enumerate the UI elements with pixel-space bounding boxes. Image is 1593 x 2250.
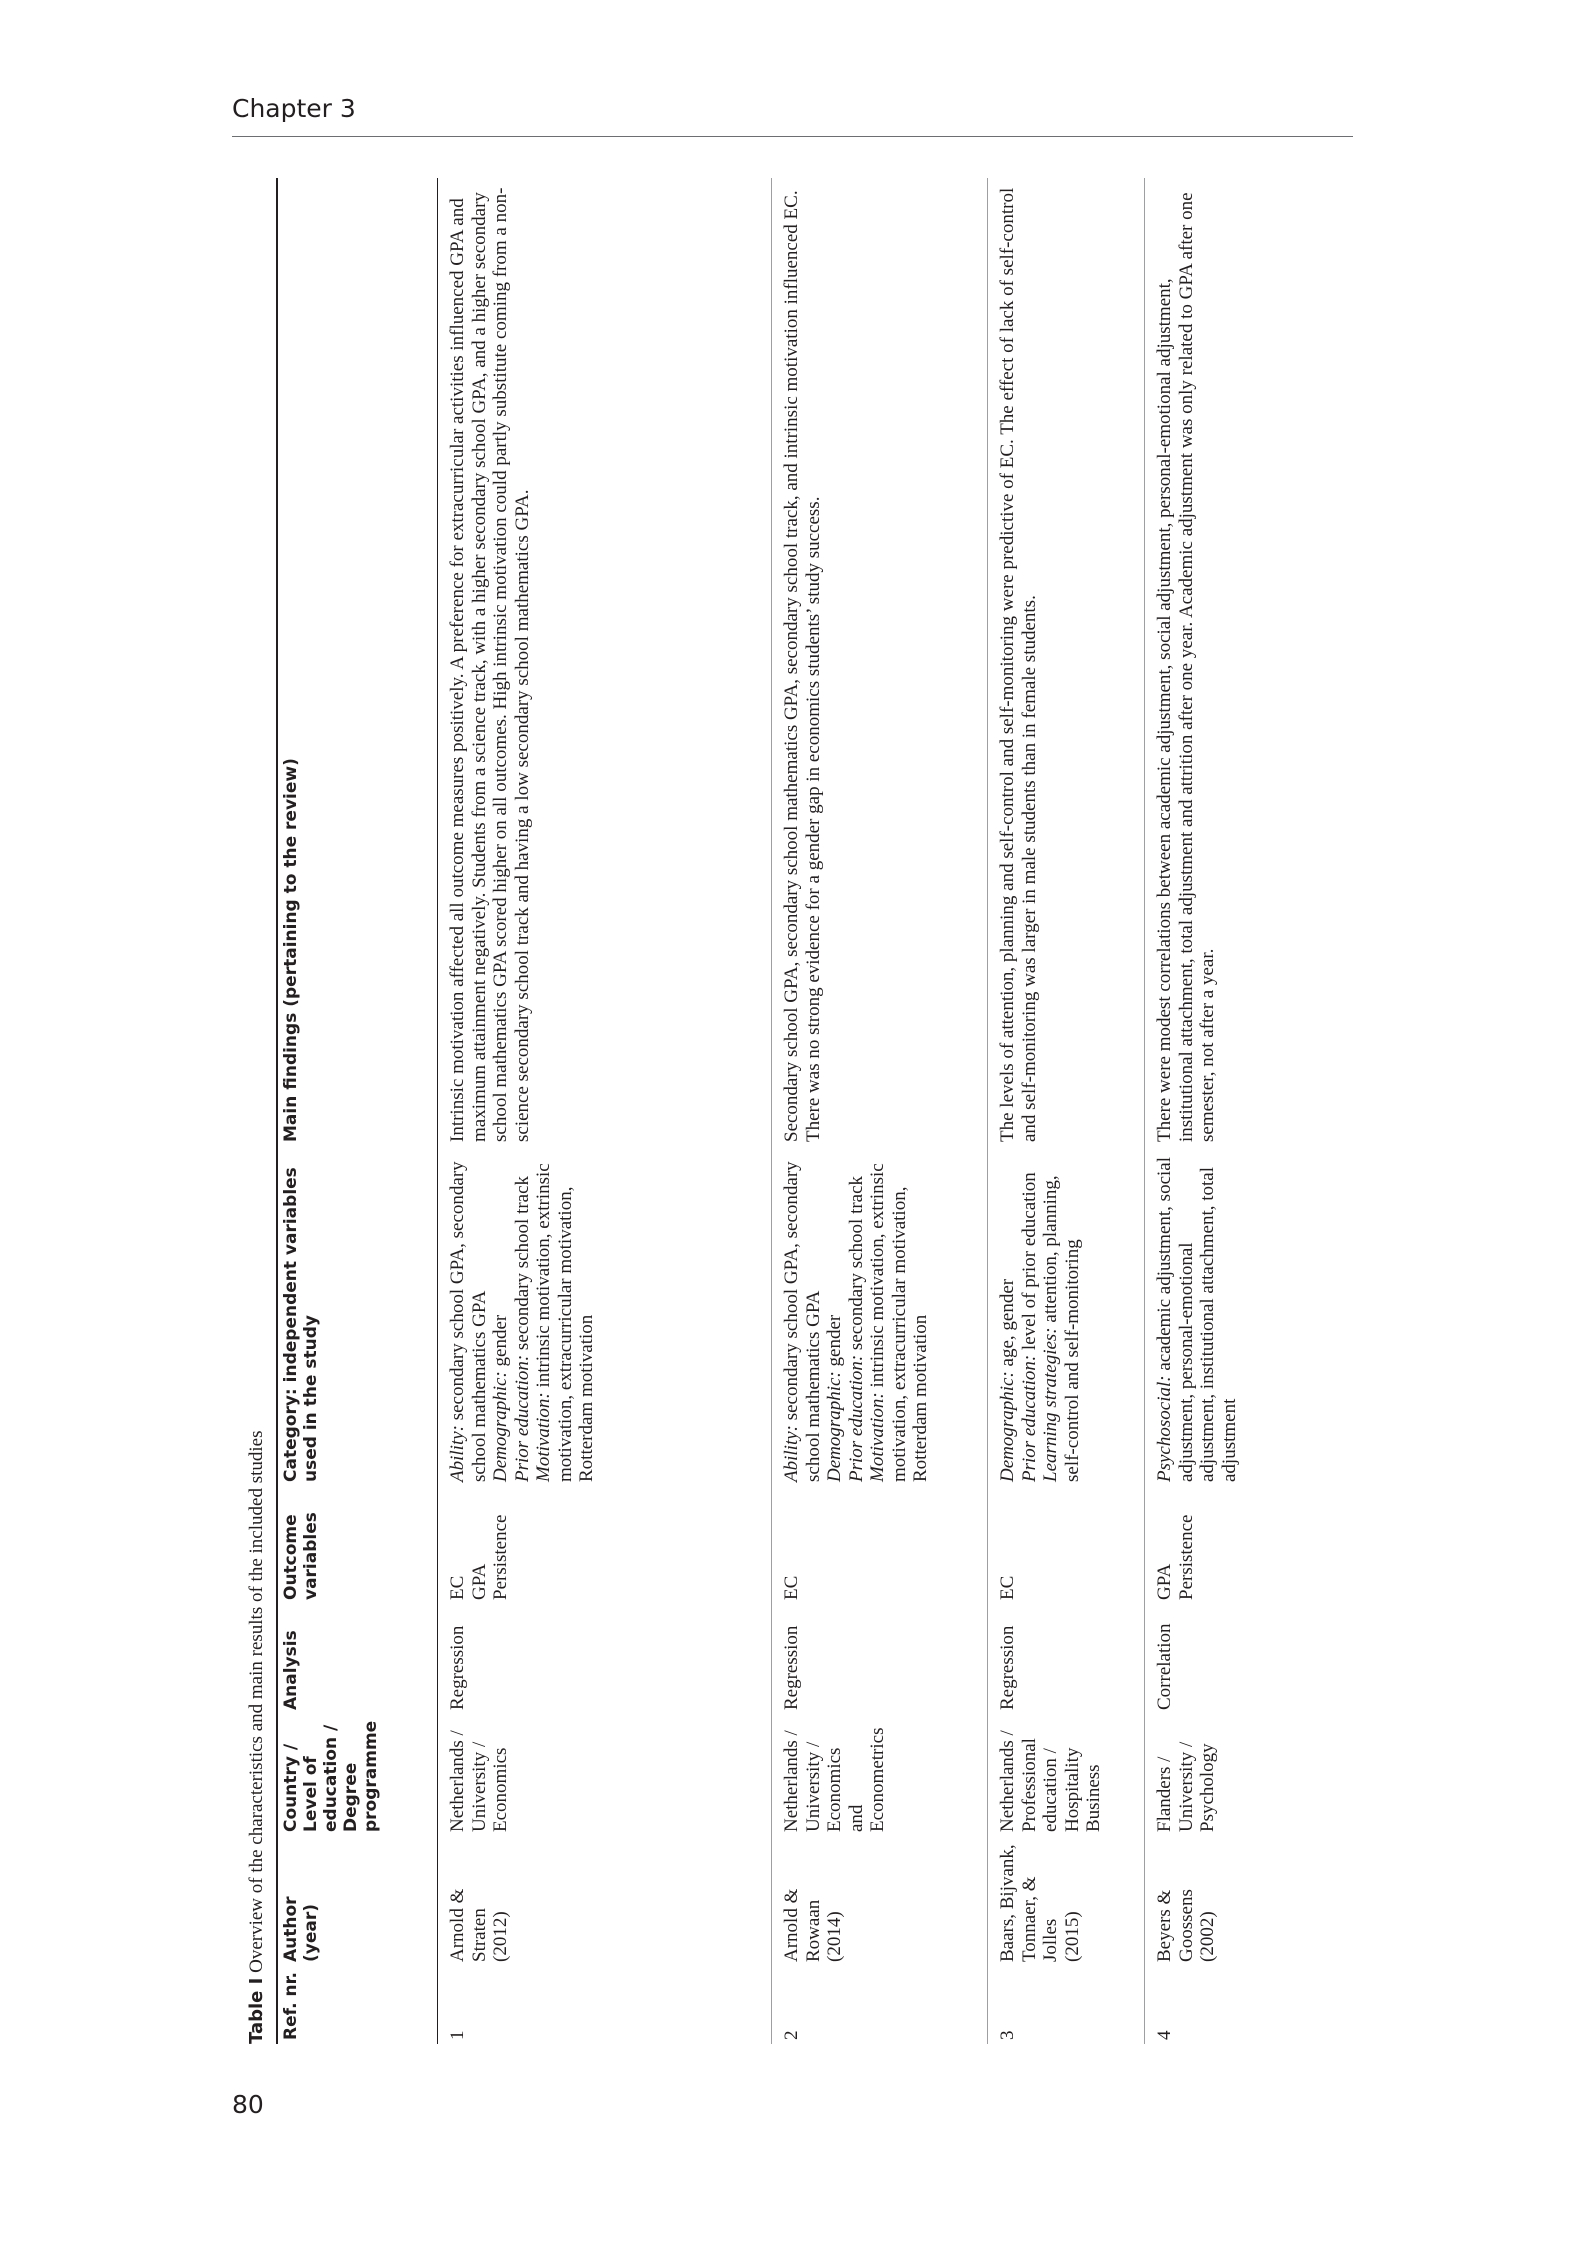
cell-findings: There were modest correlations between academic adjustment, social adjustment, personal-emotional adjustment, institutional attachment, total adjustment and attrition after one year. Academic adjustment was only related to GPA after one semester, not after a year. <box>1154 192 1218 1142</box>
author-names: Arnold & Straten <box>447 1888 490 1962</box>
category-entry <box>1040 1152 1083 1482</box>
cell-country: Flanders / University / Psychology <box>1154 1741 1218 1832</box>
table-row <box>988 178 1145 2044</box>
author-year: (2014) <box>824 1911 845 1962</box>
outcome-item: Persistence <box>1175 1514 1197 1600</box>
page-number: 80 <box>232 2090 264 2119</box>
cell-country: Netherlands / University / Economics and Econometrics <box>772 1714 988 1836</box>
header-analysis: Analysis <box>277 1604 438 1714</box>
category-text: gender <box>824 1314 845 1372</box>
cell-category <box>772 1146 988 1486</box>
cell-author <box>1145 1836 1298 1966</box>
category-label: Prior education: <box>1018 1354 1040 1482</box>
category-text: academic adjustment, social adjustment, personal-emotional adjustment, institutional attachment, total adjustment <box>1154 1157 1240 1482</box>
category-text: intrinsic motivation, extrinsic motivation, extracurricular motivation, Rotterdam motivation <box>867 1163 931 1482</box>
table-caption <box>242 178 276 2044</box>
category-entry <box>846 1152 868 1482</box>
cell-outcome <box>438 1486 772 1604</box>
cell-analysis: Correlation <box>1154 1623 1175 1710</box>
category-label: Motivation: <box>867 1392 888 1482</box>
category-label: Learning strategies: <box>1040 1327 1061 1482</box>
category-label: Demographic: <box>824 1371 845 1482</box>
category-label: Demographic: <box>997 1371 1018 1482</box>
category-entry <box>824 1152 846 1482</box>
category-text: level of prior education <box>1018 1172 1040 1355</box>
caption-text: Overview of the characteristics and main results of the included studies <box>246 1430 267 1978</box>
category-entry <box>533 1152 598 1482</box>
caption-label: Table I <box>246 1977 267 2044</box>
table-row <box>438 178 772 2044</box>
cell-outcome <box>1145 1486 1298 1604</box>
category-label: Prior education: <box>511 1354 533 1482</box>
category-text: secondary school GPA, secondary school mathematics GPA <box>781 1161 824 1482</box>
author-names: Baars, Bijvank, Tonnaer, & Jolles <box>997 1844 1061 1962</box>
category-text: age, gender <box>997 1278 1018 1372</box>
cell-findings: Secondary school GPA, secondary school mathematics GPA, secondary school track, and intrinsic motivation influenced EC. There was no strong evidence for a gender gap in economics students’ study success. <box>772 178 988 1146</box>
category-label: Motivation: <box>533 1392 554 1482</box>
cell-country: Netherlands / University / Economics <box>438 1714 772 1836</box>
author-year: (2015) <box>1061 1911 1083 1962</box>
category-label: Demographic: <box>490 1371 511 1482</box>
table-row <box>1145 178 1298 2044</box>
category-label: Ability: <box>447 1425 468 1482</box>
author-year: (2012) <box>490 1911 511 1962</box>
category-entry <box>512 1152 534 1482</box>
category-label: Psychosocial: <box>1154 1375 1175 1482</box>
header-ref: Ref. nr. <box>277 1966 438 2044</box>
outcome-item: EC <box>447 1575 468 1600</box>
header-country: Country / Level of education / Degree programme <box>277 1714 438 1836</box>
studies-table <box>276 178 1297 2044</box>
header-findings: Main findings (pertaining to the review) <box>277 178 438 1146</box>
cell-author <box>438 1836 772 1966</box>
cell-analysis: Regression <box>988 1604 1145 1714</box>
table-row <box>772 178 988 2044</box>
header-rule <box>232 136 1353 137</box>
category-text: attention, planning, self-control and self-monitoring <box>1040 1175 1083 1482</box>
category-text: secondary school GPA, secondary school mathematics GPA <box>447 1161 490 1482</box>
cell-outcome <box>772 1486 988 1604</box>
outcome-item: EC <box>781 1575 802 1600</box>
category-entry <box>1019 1152 1041 1482</box>
author-year: (2002) <box>1197 1911 1218 1962</box>
outcome-item: EC <box>997 1575 1018 1600</box>
cell-country: Netherlands / Professional education / Hospitality Business <box>988 1714 1145 1836</box>
category-entry <box>997 1152 1019 1482</box>
outcome-item: Persistence <box>490 1514 511 1600</box>
category-label: Ability: <box>781 1425 802 1482</box>
cell-ref: 4 <box>1154 2030 1175 2040</box>
rotated-table-block <box>242 178 1240 2044</box>
category-text: gender <box>490 1314 511 1372</box>
category-entry <box>447 1152 490 1482</box>
author-names: Beyers & Goossens <box>1154 1889 1197 1962</box>
cell-author <box>988 1836 1145 1966</box>
outcome-item: GPA <box>468 1563 490 1600</box>
cell-category <box>1145 1146 1298 1486</box>
cell-findings: The levels of attention, planning and self-control and self-monitoring were predictive of EC. The effect of lack of self-control and self-monitoring was larger in male students than in female students. <box>988 178 1145 1146</box>
cell-author <box>772 1836 988 1966</box>
header-author: Author (year) <box>277 1836 438 1966</box>
author-names: Arnold & Rowaan <box>781 1888 824 1962</box>
cell-analysis: Regression <box>772 1604 988 1714</box>
cell-ref: 2 <box>772 1966 988 2044</box>
category-text: secondary school track <box>511 1175 533 1355</box>
running-head: Chapter 3 <box>232 94 356 123</box>
category-entry <box>781 1152 824 1482</box>
header-outcome: Outcome variables <box>277 1486 438 1604</box>
category-entry <box>867 1152 932 1482</box>
cell-ref: 1 <box>438 1966 772 2044</box>
cell-category <box>438 1146 772 1486</box>
cell-ref: 3 <box>988 1966 1145 2044</box>
cell-findings: Intrinsic motivation affected all outcome measures positively. A preference for extracurricular activities influenced GPA and maximum attainment negatively. Students from a science track, with a higher secondary school GPA, and a higher secondary school mathematics GPA scored higher on all outcomes. High intrinsic motivation could partly substitute coming from a non-science secondary school track and having a low secondary school mathematics GPA. <box>438 178 772 1146</box>
cell-category <box>988 1146 1145 1486</box>
category-entry <box>1154 1152 1240 1482</box>
category-entry <box>490 1152 512 1482</box>
outcome-item: GPA <box>1154 1563 1175 1600</box>
cell-outcome <box>988 1486 1145 1604</box>
category-text: secondary school track <box>845 1175 867 1355</box>
cell-analysis: Regression <box>438 1604 772 1714</box>
header-category: Category: independent variables used in the study <box>277 1146 438 1486</box>
category-label: Prior education: <box>845 1354 867 1482</box>
category-text: intrinsic motivation, extrinsic motivation, extracurricular motivation, Rotterdam motivation <box>533 1163 597 1482</box>
header-row <box>277 178 438 2044</box>
